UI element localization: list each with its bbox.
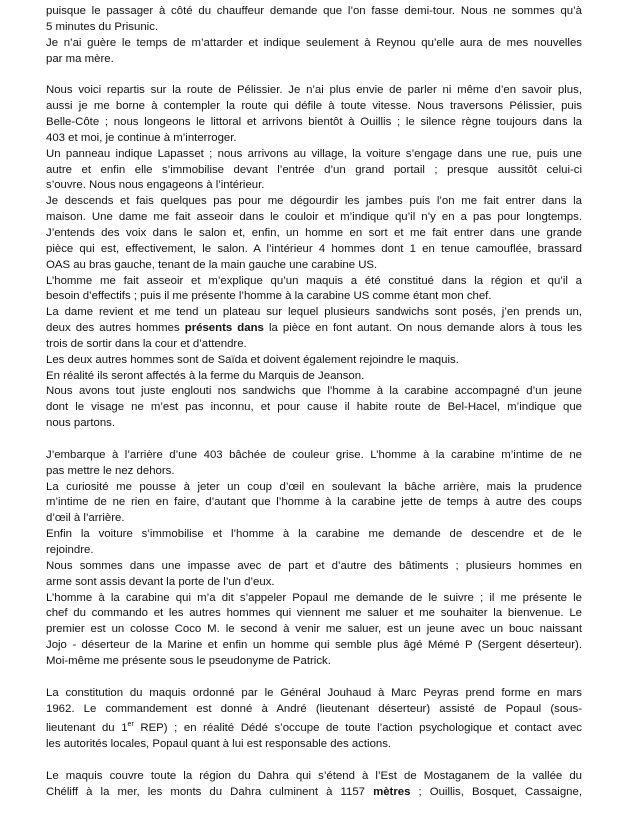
text-line: d’œil à l’arrière.: [46, 512, 125, 525]
text-line: Un panneau indique Lapasset ; nous arrivons au village, la voiture s’engage dans une rue, puis une: [46, 147, 582, 160]
text-line: aussi je me borne à contempler la route qui défile à toute vitesse. Nous traversons Pélissier, puis: [46, 100, 582, 113]
text-line: Nous voici repartis sur la route de Pélissier. Je n’ai plus envie de parler ni même d’en savoir plus,: [46, 84, 582, 97]
text-line: trois de sortir dans la cour et d’attendre.: [46, 337, 247, 350]
text-line: pas mettre le nez dehors.: [46, 464, 175, 477]
text-line: [46, 321, 582, 337]
paragraph: [46, 559, 582, 591]
text-line: 5 minutes du Prisunic.: [46, 20, 159, 33]
text-line: Les deux autres hommes sont de Saïda et doivent également rejoindre le maquis.: [46, 353, 459, 366]
text-line: Le maquis couvre toute la région du Dahra qui s’étend à l’Est de Mostaganem de la vallée du: [46, 769, 582, 782]
text-line: par ma mère.: [46, 52, 114, 65]
text-line: pièce qui est, effectivement, le salon. A l’intérieur 4 hommes dont 1 en tenue camouflée, brassard: [46, 242, 582, 255]
text-line: s’ouvre. Nous nous engageons à l’intérieur.: [46, 179, 265, 192]
paragraph-spacer: [46, 753, 582, 769]
text-line: La constitution du maquis ordonné par le Général Jouhaud à Marc Peyras prend forme en mars: [46, 686, 582, 699]
paragraph: [46, 353, 582, 369]
paragraph-spacer: [46, 670, 582, 686]
paragraph: [46, 36, 582, 68]
text-line: Je descends et fais quelques pas pour me dégourdir les jambes puis l’on me fait entrer dans la: [46, 195, 582, 208]
text-line: chef du commando et les autres hommes qui viennent me saluer et me souhaiter la bienvenue. Le: [46, 607, 582, 620]
paragraph-spacer: [46, 67, 582, 83]
text-line: m’intime de ne rien en faire, d’autant que l’homme à la carabine jette de temps à autre des coups: [46, 496, 582, 509]
paragraph: [46, 4, 582, 36]
text-line: 1962. Le commandement est donné à André (lieutenant déserteur) assisté de Popaul (sous-: [46, 702, 582, 715]
paragraph: [46, 686, 582, 753]
paragraph: [46, 527, 582, 559]
text-line: arme sont assis devant la porte de l’un d’eux.: [46, 575, 275, 588]
paragraph: [46, 769, 582, 801]
superscript: er: [127, 721, 134, 729]
text-line: Je n’ai guère le temps de m’attarder et indique seulement à Reynou qu’elle aura de mes nouvelles: [46, 36, 582, 49]
paragraph: [46, 369, 582, 385]
text-line: En réalité ils seront affectés à la ferme du Marquis de Jeanson.: [46, 369, 365, 382]
text-line: rejoindre.: [46, 544, 94, 556]
text-line: Jojo - déserteur de la Marine et enfin un homme qui semble plus âgé Mémé P (Sergent déserteur).: [46, 639, 582, 652]
text-line: besoin d’effectifs ; puis il me présente l’homme à la carabine US comme étant mon chef.: [46, 290, 492, 303]
text-line: puisque le passager à côté du chauffeur demande que l’on fasse demi-tour. Nous ne sommes qu’à: [46, 5, 582, 17]
text-line: les autorités locales, Popaul quant à lui est responsable des actions.: [46, 738, 392, 751]
paragraph: [46, 305, 582, 353]
text-line: La dame revient et me tend un plateau sur lequel plusieurs sandwichs sont posés, j’en prends un,: [46, 306, 582, 319]
bold-text-run: mètres: [373, 785, 411, 798]
bold-text-run: présents dans: [184, 322, 264, 335]
paragraph: [46, 448, 582, 480]
document-page: [46, 4, 582, 801]
text-line: [46, 785, 582, 801]
text-run: lieutenant du 1: [46, 722, 128, 735]
text-line: Belle-Côte ; nous longeons le littoral et arrivons bientôt à Ouillis ; le silence règne toujours dans la: [46, 116, 582, 129]
paragraph: [46, 384, 582, 432]
text-line: 403 et moi, je continue à m’interroger.: [46, 131, 237, 144]
text-run: ; Ouillis, Bosquet, Cassaigne,: [410, 785, 582, 798]
paragraph: [46, 83, 582, 146]
text-line: Enfin la voiture s’immobilise et l’homme à la carabine me demande de descendre et de le: [46, 528, 582, 541]
text-line: L’homme me fait asseoir et m’explique qu’un maquis a été constitué dans la région et qu’il a: [46, 274, 582, 287]
text-line: L’homme à la carabine qui m’a dit s’appeler Popaul me demande de le suivre ; il me présente le: [46, 591, 582, 604]
text-line: Nous avons tout juste englouti nos sandwichs que l’homme à la carabine accompagné d’un jeune: [46, 385, 582, 398]
text-line: maison. Une dame me fait asseoir dans le couloir et m’indique qu’il n’y en a pas pour longtemps.: [46, 211, 582, 224]
paragraph: [46, 480, 582, 528]
text-run: la pièce en font autant. On nous demande alors à tous les: [263, 322, 582, 335]
text-line: autre et enfin elle s’immobilise devant l’entrée d’un grand portail ; presque aussitôt celui-ci: [46, 163, 582, 176]
text-run: deux des autres hommes: [46, 322, 185, 335]
paragraph: [46, 194, 582, 273]
text-line: premier est un colosse Coco M. le second à venir me saluer, est un jeune avec un bouc naissant: [46, 623, 582, 636]
text-line: OAS au bras gauche, tenant de la main gauche une carabine US.: [46, 258, 378, 271]
text-line: Moi-même me présente sous le pseudonyme de Patrick.: [46, 654, 331, 667]
text-line: Nous sommes dans une impasse avec de part et d’autre des bâtiments ; plusieurs hommes en: [46, 559, 582, 572]
text-line: nous partons.: [46, 417, 116, 430]
text-line: J’embarque à l’arrière d’une 403 bâchée de couleur grise. L’homme à la carabine m’intime de ne: [46, 448, 582, 461]
paragraph-spacer: [46, 432, 582, 448]
paragraph: [46, 147, 582, 195]
text-line: J’entends des voix dans le salon et, enfin, un homme en sort et me fait entrer dans une grande: [46, 226, 582, 239]
text-line: dont le visage ne m’est pas inconnu, et pour cause il habite route de Bel-Hacel, m’indique que: [46, 401, 582, 414]
paragraph: [46, 274, 582, 306]
paragraph: [46, 591, 582, 670]
text-run: Chéliff à la mer, les monts du Dahra culminent à 1157: [46, 785, 374, 798]
text-line: [46, 717, 582, 737]
text-line: La curiosité me pousse à jeter un coup d’œil en soulevant la bâche arrière, mais la prudence: [46, 480, 582, 493]
text-run: REP) ; en réalité Dédé s’occupe de toute l’action psychologique et contact avec: [133, 722, 582, 735]
